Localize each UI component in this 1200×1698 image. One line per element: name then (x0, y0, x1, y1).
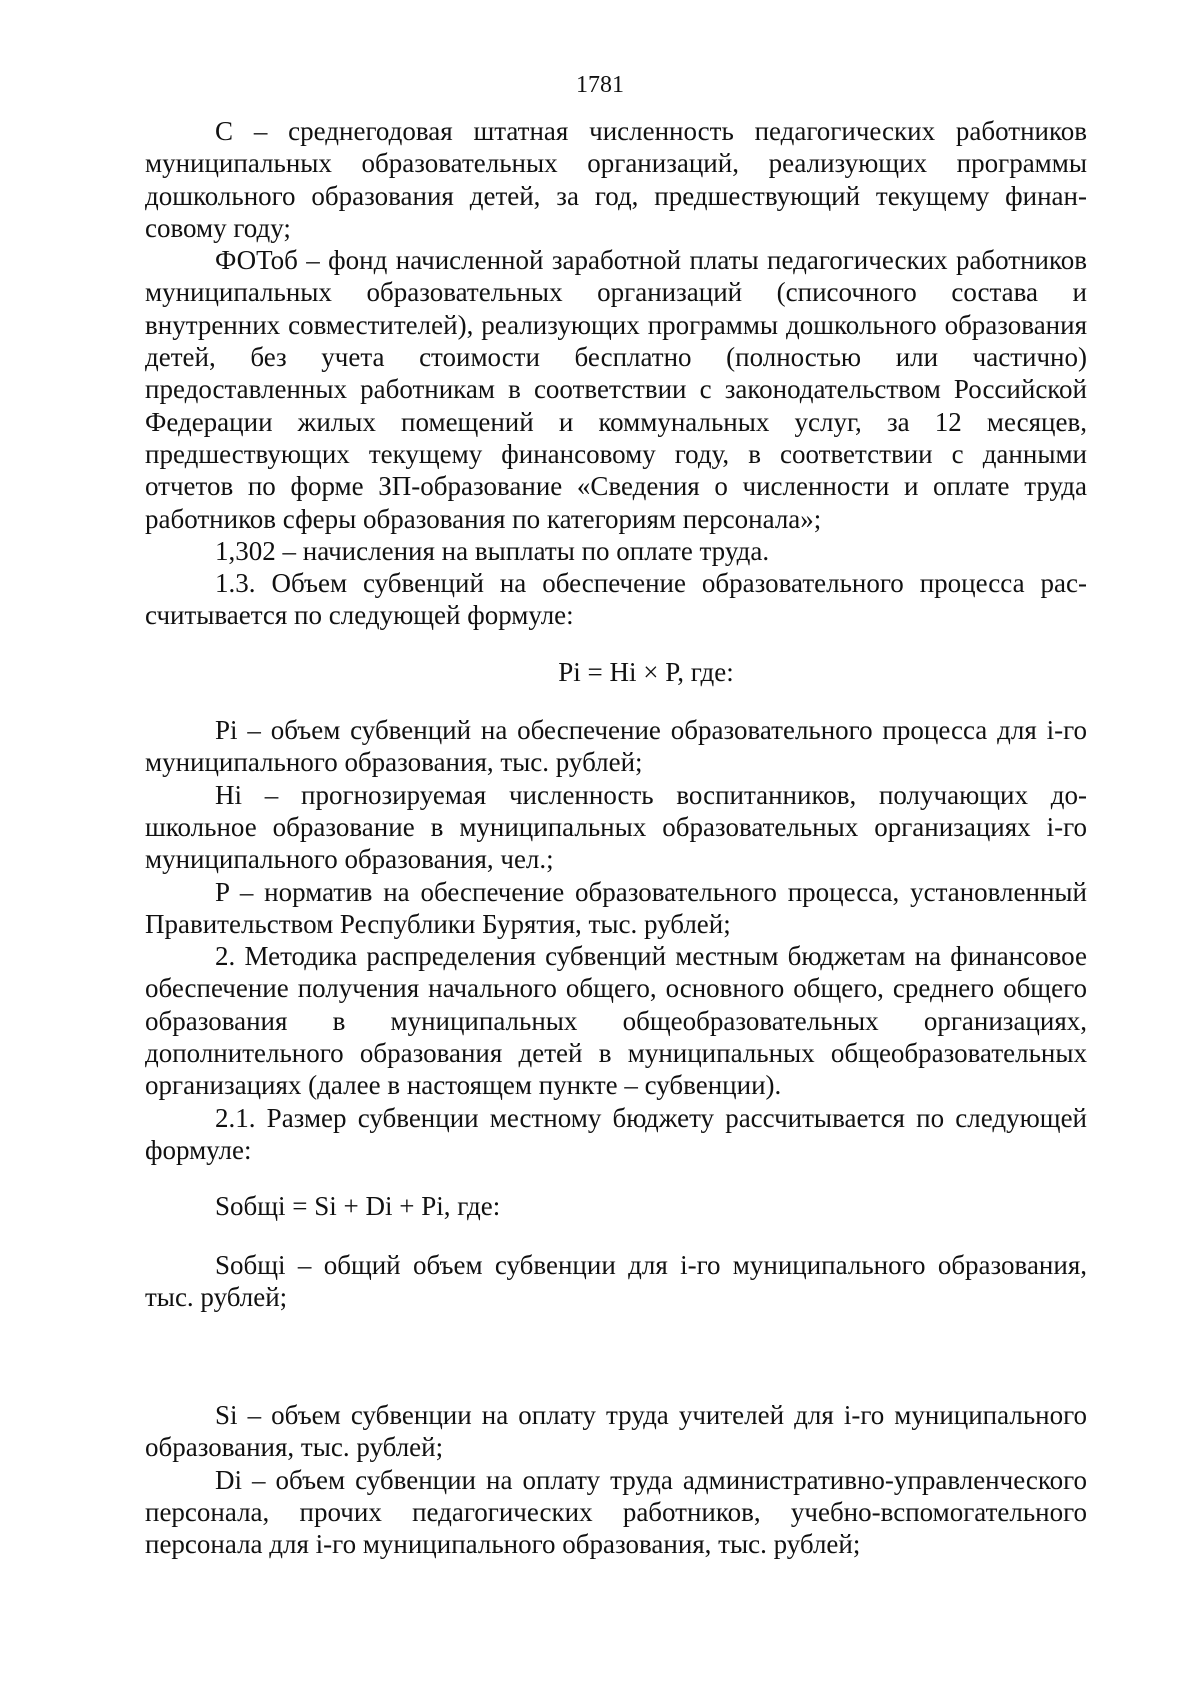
blank-gap (145, 1313, 1087, 1399)
page-number: 1781 (576, 72, 624, 98)
paragraph-section-2: 2. Методика распределения субвенций местным бюджетам на финансовое обеспечение получения начального общего, основного общего, среднего общего образования в муниципальных общеобразовательных организациях, дополнительного образования детей в муниципальных общеобразовательных организациях (далее в настоящем пункте – субвенции). (145, 941, 1087, 1101)
paragraph-si-definition: Si – объем субвенции на оплату труда учителей для i-го муниципального образования, тыс. рублей; (145, 1400, 1087, 1463)
paragraph-pi-definition: Pi – объем субвенций на обеспечение образовательного процесса для i-го муниципального образования, тыс. рублей; (145, 715, 1087, 778)
paragraph-p-definition: P – норматив на обеспечение образовательного процесса, установленный Правительством Республики Бурятия, тыс. рублей; (145, 876, 1087, 939)
paragraph-di-definition: Di – объем субвенции на оплату труда административно-управленческого персонала, прочих педагогических работников, учебно-вспомогательного персонала для i-го муниципального образования, тыс. рублей; (145, 1464, 1087, 1560)
paragraph-s-total-definition: Sобщi – общий объем субвенции для i-го муниципального образования, тыс. рублей; (145, 1249, 1087, 1312)
document-body (145, 115, 1087, 1561)
paragraph-hi-definition: Hi – прогнозируемая численность воспитанников, получающих дошкольное образование в муниципальных образовательных организациях i-го муниципального образования, чел.; (145, 779, 1087, 875)
formula-pi: Pi = Hi × P, где: (558, 656, 734, 687)
paragraph-fot-definition: ФОТоб – фонд начисленной заработной платы педагогических работников муниципальных образовательных организаций (списочного состава и внутренних совместителей), реализующих программы дошкольного образования детей, без учета стоимости бесплатно (полностью или частично) предоставленных работникам в соответствии с законодательством Российской Федерации жилых помещений и коммунальных услуг, за 12 месяцев, предшествующих текущему финансовому году, в соответствии с данными отчетов по форме ЗП-образование «Сведения о численности и оплате труда работников сферы образования по категориям персонала»; (145, 245, 1087, 534)
paragraph-c-definition: С – среднегодовая штатная численность педагогических работников муниципальных образовательных организаций, реализующих программы дошкольного образования детей, за год, предшествующий текущему финансовому году; (145, 116, 1087, 243)
formula-s-total: Sобщi = Si + Di + Pi, где: (215, 1191, 501, 1222)
paragraph-section-2-1: 2.1. Размер субвенции местному бюджету рассчитывается по следующей формуле: (145, 1102, 1087, 1165)
paragraph-section-1-3: 1.3. Объем субвенций на обеспечение образовательного процесса рассчитывается по следующей формуле: (145, 568, 1087, 631)
paragraph-coefficient: 1,302 – начисления на выплаты по оплате труда. (215, 535, 770, 566)
